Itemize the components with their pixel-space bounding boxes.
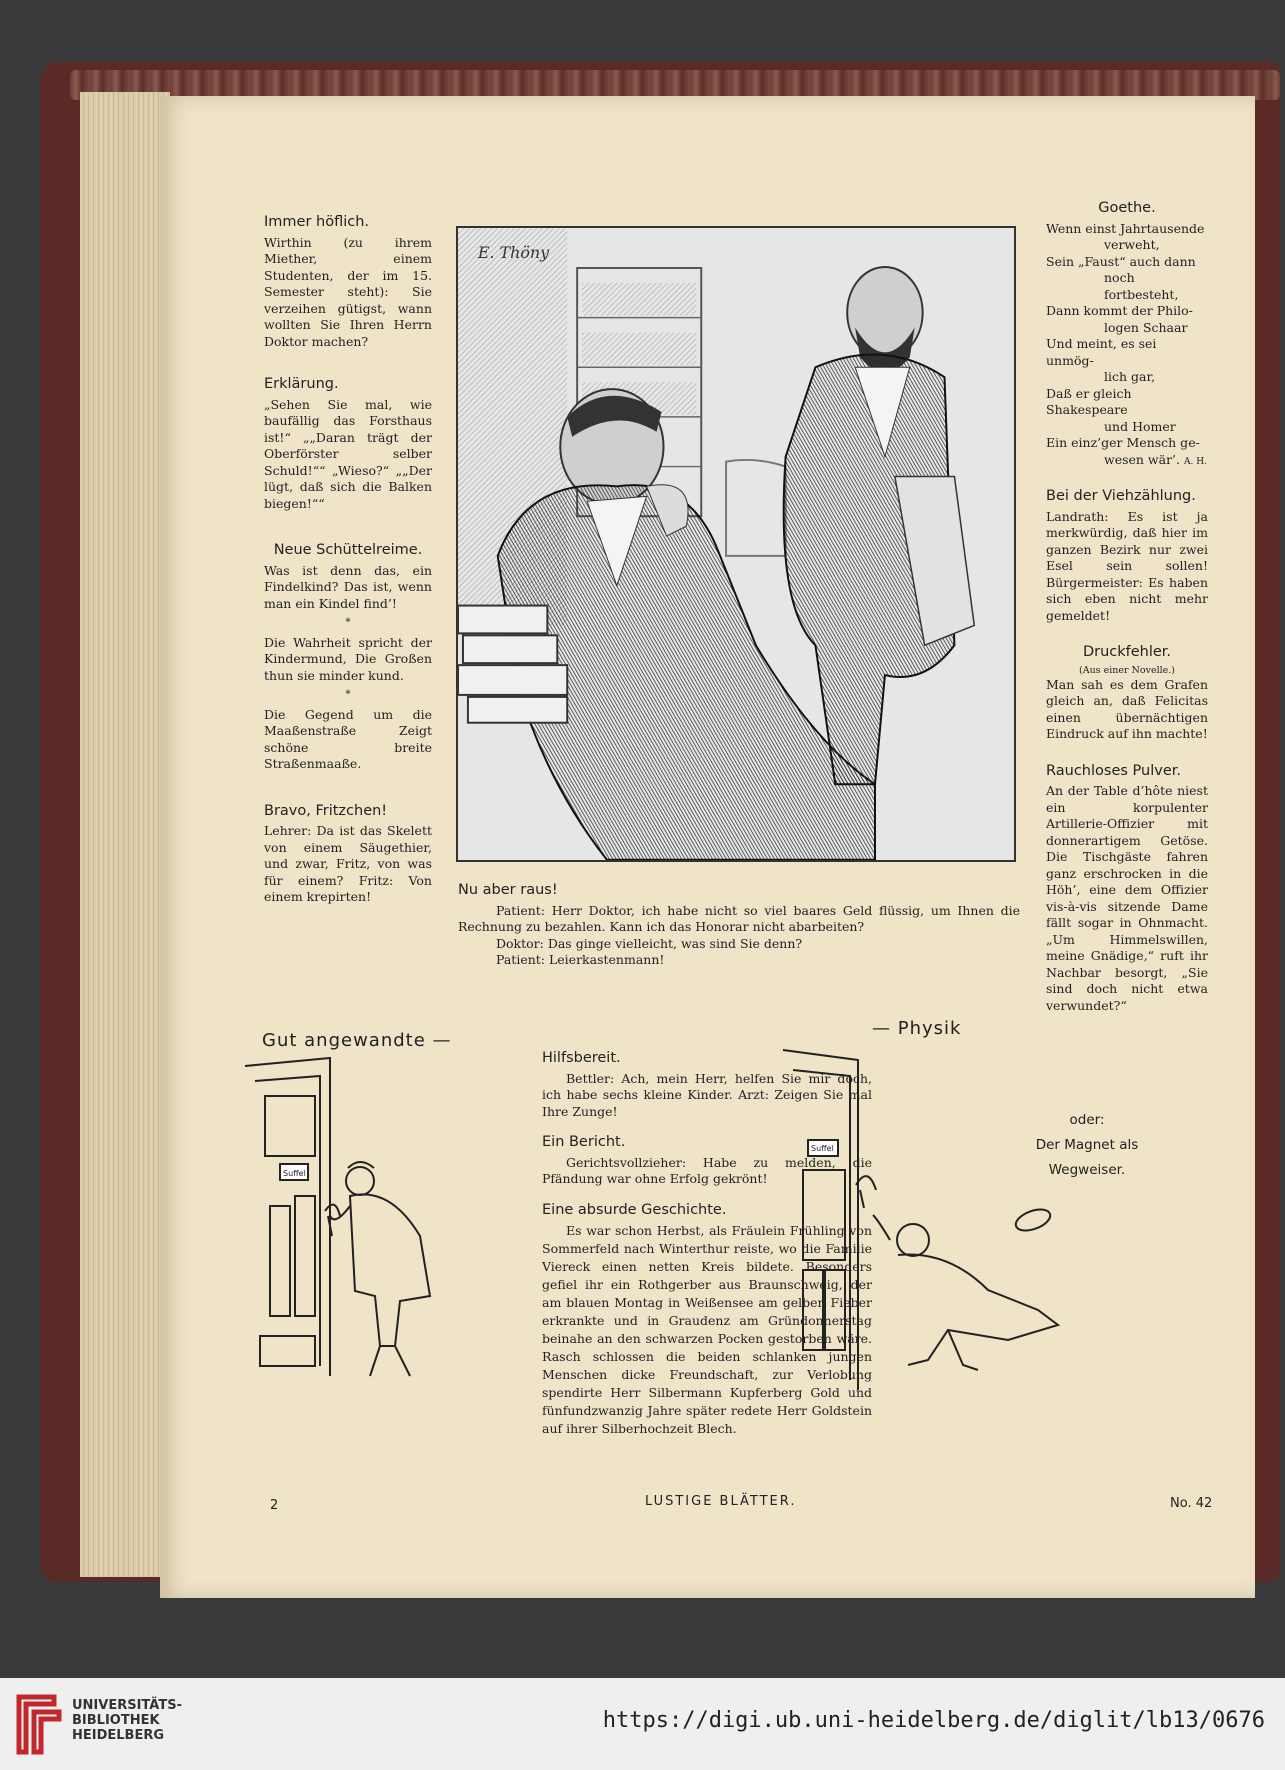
artist-signature: E. Thöny bbox=[477, 243, 550, 263]
library-name-line: BIBLIOTHEK bbox=[72, 1713, 160, 1728]
article-title: Goethe. bbox=[1098, 200, 1156, 216]
illustration-doctor-patient bbox=[456, 226, 1016, 862]
verse: Die Gegend um die Maaßenstraße Zeigt schöne breite Straßenmaaße. bbox=[264, 706, 432, 771]
subtitle-line: oder: bbox=[1069, 1112, 1105, 1128]
author-signature: A. H. bbox=[1184, 456, 1207, 467]
article-body: Es war schon Herbst, als Fräulein Frühling von Sommerfeld nach Winterthur reiste, wo die Familie Viereck einen netten Kreis bildete. Besonders gefiel ihr ein Rothgerber aus Braunschweig, der am blauen Montag in Weißensee am gelben Fieber erkrankte und in Graudenz am Gründonnerstag beinahe an den schwarzen Pocken gestorben wäre. Rasch schlossen die beiden schlanken jungen Menschen dicke Freundschaft, zur Verlobung spendirte Herr Silbermann Kupferberg Gold und fünfundzwanzig Jahre später redete Herr Goldstein auf ihrer Silberhochzeit Blech. bbox=[542, 1223, 872, 1436]
verse: Was ist denn das, ein Findelkind? Das ist, wenn man ein Kindel find’! bbox=[264, 562, 432, 611]
right-column bbox=[1046, 200, 1208, 1014]
article-absurde-geschichte bbox=[542, 1202, 872, 1439]
cartoon-subtitle bbox=[998, 1108, 1176, 1183]
door-sign: Suffel bbox=[283, 1169, 306, 1178]
illustration-caption bbox=[458, 882, 1020, 969]
article-viehzaehlung bbox=[1046, 488, 1208, 624]
article-body: Landrath: Es ist ja merkwürdig, daß hier im ganzen Bezirk nur zwei Esel sein sollen! Bürgermeister: Es haben sich eben nicht mehr gemeldet! bbox=[1046, 508, 1208, 623]
article-body: Bettler: Ach, mein Herr, helfen Sie mir doch, ich habe sechs kleine Kinder. Arzt: Zeigen Sie mal Ihre Zunge! bbox=[542, 1070, 872, 1119]
article-title: Druckfehler. bbox=[1082, 644, 1172, 660]
poem-line: und Homer bbox=[1104, 418, 1176, 434]
poem-line-text: wesen wär’. bbox=[1104, 451, 1181, 467]
caption-line: Patient: Leierkastenmann! bbox=[496, 952, 665, 967]
poem-line: Sein „Faust“ auch dann bbox=[1046, 253, 1196, 269]
library-logo-icon[interactable] bbox=[14, 1692, 64, 1758]
article-title: Hilfsbereit. bbox=[542, 1050, 621, 1066]
poem-line: Dann kommt der Philo- bbox=[1046, 303, 1193, 318]
article-title: Immer höflich. bbox=[264, 214, 370, 230]
poem-line: verweht, bbox=[1104, 237, 1160, 252]
article-hilfsbereit bbox=[542, 1050, 872, 1120]
page-number: 2 bbox=[270, 1498, 279, 1513]
cartoon-title-right: — Physik bbox=[872, 1018, 962, 1039]
article-rauchloses-pulver bbox=[1046, 763, 1208, 1015]
article-goethe bbox=[1046, 200, 1208, 470]
article-body: Wirthin (zu ihrem Miether, einem Studenten, der im 15. Semester steht): Sie verzeihen gütigst, wann wollten Sie Ihren Herrn Doktor machen? bbox=[264, 234, 432, 349]
logo-shape bbox=[34, 1712, 59, 1752]
article-title: Rauchloses Pulver. bbox=[1046, 762, 1181, 779]
library-name-line: HEIDELBERG bbox=[72, 1728, 165, 1743]
poem-line: Ein einz’ger Mensch ge- bbox=[1046, 435, 1200, 450]
poem-line: Wenn einst Jahrtausende bbox=[1046, 220, 1205, 236]
article-ein-bericht bbox=[542, 1134, 872, 1188]
separator: * bbox=[345, 689, 351, 700]
article-body: Man sah es dem Grafen gleich an, daß Felicitas einen übernächtigen Eindruck auf ihn machte! bbox=[1046, 676, 1208, 741]
article-schuettelreime bbox=[264, 542, 432, 773]
article-druckfehler bbox=[1046, 644, 1208, 743]
article-title: Bei der Viehzählung. bbox=[1046, 488, 1196, 504]
article-title: Bravo, Fritzchen! bbox=[264, 802, 388, 819]
magazine-page bbox=[160, 96, 1255, 1598]
library-name[interactable] bbox=[72, 1698, 182, 1743]
poem-line: lich gar, bbox=[1104, 369, 1156, 384]
poem-line bbox=[1046, 452, 1208, 471]
article-immer-hoeflich bbox=[264, 214, 432, 350]
caption-line: Doktor: Das ginge vielleicht, was sind Sie denn? bbox=[496, 935, 803, 951]
caption-title: Nu aber raus! bbox=[458, 882, 558, 898]
illustration-drawing bbox=[458, 228, 1014, 860]
article-title: Eine absurde Geschichte. bbox=[542, 1201, 727, 1218]
subtitle-line: Wegweiser. bbox=[1048, 1162, 1126, 1178]
poem-line: logen Schaar bbox=[1104, 319, 1188, 335]
library-name-line: UNIVERSITÄTS- bbox=[72, 1698, 182, 1713]
article-title: Erklärung. bbox=[264, 376, 339, 392]
cartoon-title-left: Gut angewandte — bbox=[262, 1030, 452, 1051]
cartoon-door-left bbox=[240, 1046, 450, 1386]
left-column bbox=[264, 214, 432, 906]
caption-line: Patient: Herr Doktor, ich habe nicht so viel baares Geld flüssig, um Ihnen die Rechnung zu bezahlen. Kann ich das Honorar nicht abarbeiten? bbox=[458, 902, 1020, 934]
article-subtitle: (Aus einer Novelle.) bbox=[1079, 664, 1175, 676]
subtitle-line: Der Magnet als bbox=[1035, 1137, 1139, 1153]
article-body: An der Table d’hôte niest ein korpulenter Artillerie-Offizier mit donnerartigem Getöse. Die Tischgäste fahren ganz erschrocken in die Höh’, eine dem Offizier vis-à-vis sitzende Dame fällt sogar in Ohnmacht. „Um Himmelswillen, meine Gnädige,“ ruft ihr Nachbar besorgt, „Sie sind doch nicht etwa verwundet?“ bbox=[1046, 783, 1208, 1013]
article-body: Lehrer: Da ist das Skelett von einem Säugethier, und zwar, Fritz, von was für einem? Fritz: Von einem krepirten! bbox=[264, 823, 432, 904]
permalink-url[interactable]: https://digi.ub.uni-heidelberg.de/diglit/lb13/0676 bbox=[602, 1708, 1265, 1733]
poem-line: Und meint, es sei unmög- bbox=[1046, 336, 1157, 368]
poem-line: Daß er gleich Shakespeare bbox=[1046, 385, 1132, 417]
article-bravo-fritzchen bbox=[264, 803, 432, 906]
page-edges bbox=[80, 92, 170, 1577]
separator: * bbox=[345, 617, 351, 628]
issue-number: No. 42 bbox=[1170, 1496, 1213, 1511]
door-sign: Suffel bbox=[811, 1144, 834, 1153]
verse: Die Wahrheit spricht der Kindermund, Die Großen thun sie minder kund. bbox=[264, 634, 432, 683]
center-column bbox=[542, 1050, 872, 1438]
article-erklaerung bbox=[264, 376, 432, 512]
article-title: Neue Schüttelreime. bbox=[273, 542, 423, 558]
journal-name: LUSTIGE BLÄTTER. bbox=[645, 1494, 797, 1509]
article-title: Ein Bericht. bbox=[542, 1134, 626, 1150]
poem-line: noch fortbesteht, bbox=[1104, 270, 1179, 302]
article-body: Gerichtsvollzieher: Habe zu melden, die Pfändung war ohne Erfolg gekrönt! bbox=[542, 1154, 872, 1186]
article-body: „Sehen Sie mal, wie baufällig das Forsthaus ist!“ „„Daran trägt der Oberförster selber Schuld!““ „Wieso?“ „„Der lügt, daß sich die Balken biegen!““ bbox=[264, 396, 432, 511]
library-bar bbox=[0, 1678, 1285, 1770]
